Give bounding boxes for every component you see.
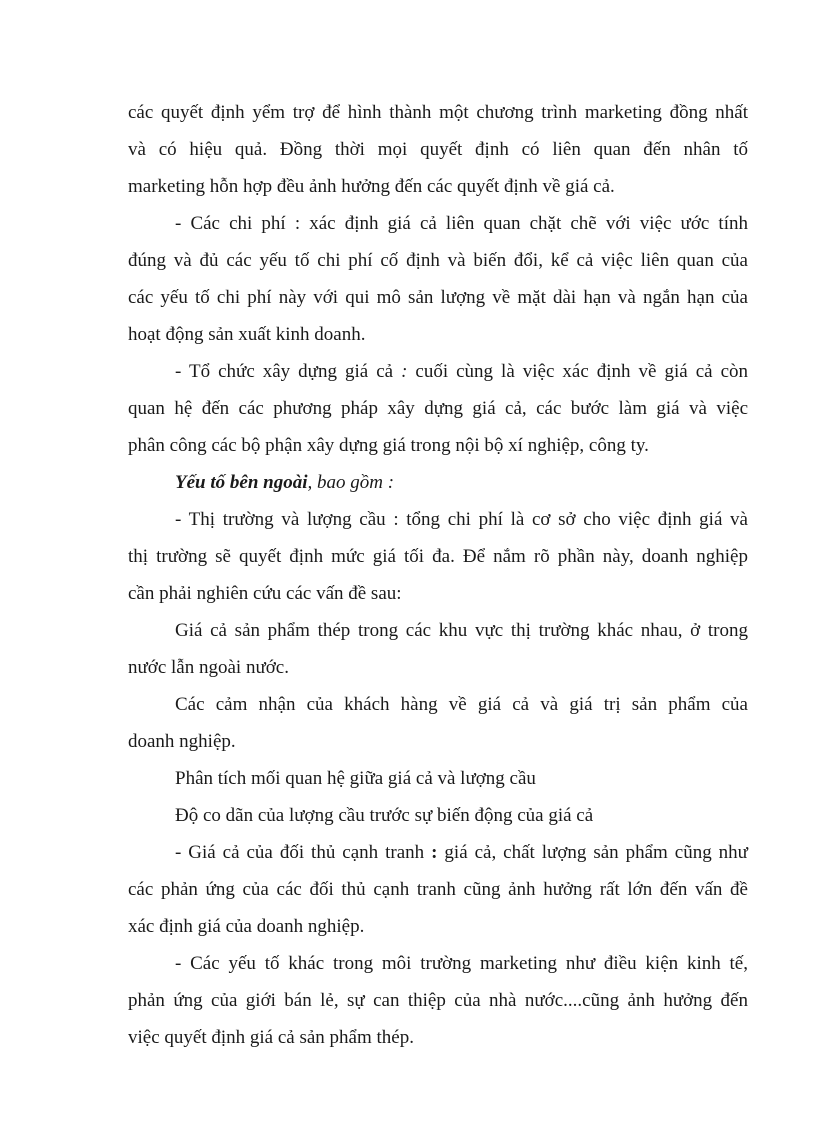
text-line: xác định giá của doanh nghiệp. <box>128 916 365 937</box>
text-line <box>128 834 748 871</box>
text-line: - Các chi phí : xác định giá cả liên quan chặt chẽ với việc ước tính <box>175 213 748 234</box>
text-line: marketing hỗn hợp đều ảnh hưởng đến các quyết định về giá cả. <box>128 176 615 197</box>
text-line: phân công các bộ phận xây dựng giá trong nội bộ xí nghiệp, công ty. <box>128 435 649 456</box>
text-line: việc quyết định giá cả sản phẩm thép. <box>128 1027 414 1048</box>
text-line: đúng và đủ các yếu tố chi phí cố định và biến đổi, kể cả việc liên quan của <box>128 250 748 271</box>
text-line: - Các yếu tố khác trong môi trường marketing như điều kiện kinh tế, <box>175 953 748 974</box>
text-line: - Thị trường và lượng cầu : tổng chi phí là cơ sở cho việc định giá và <box>175 509 748 530</box>
text-line: Độ co dãn của lượng cầu trước sự biến động của giá cả <box>175 805 594 826</box>
heading-italic: , bao gồm : <box>307 472 395 493</box>
text-line: và có hiệu quả. Đồng thời mọi quyết định có liên quan đến nhân tố <box>128 139 748 160</box>
text-line: phản ứng của giới bán lẻ, sự can thiệp của nhà nước....cũng ảnh hưởng đến <box>128 990 748 1011</box>
text-segment: giá cả, chất lượng sản phẩm cũng như <box>437 842 748 863</box>
text-line: nước lẫn ngoài nước. <box>128 657 289 678</box>
text-line: Các cảm nhận của khách hàng về giá cả và giá trị sản phẩm của <box>175 694 748 715</box>
text-line: hoạt động sản xuất kinh doanh. <box>128 324 366 345</box>
text-line <box>128 353 748 390</box>
document-page <box>128 94 748 1056</box>
text-line: các quyết định yểm trợ để hình thành một chương trình marketing đồng nhất <box>128 102 748 123</box>
text-line: thị trường sẽ quyết định mức giá tối đa. Để nắm rõ phần này, doanh nghiệp <box>128 546 748 567</box>
heading-bold-italic: Yếu tố bên ngoài <box>175 472 308 493</box>
text-line: Phân tích mối quan hệ giữa giá cả và lượng cầu <box>175 768 536 789</box>
text-line: các phản ứng của các đối thủ cạnh tranh cũng ảnh hưởng rất lớn đến vấn đề <box>128 879 748 900</box>
text-segment-bold: : <box>431 842 438 863</box>
text-line: doanh nghiệp. <box>128 731 236 752</box>
text-segment: - Tổ chức xây dựng giá cả <box>175 361 394 382</box>
text-segment-italic: : <box>393 361 416 382</box>
text-line: các yếu tố chi phí này với qui mô sản lượng về mặt dài hạn và ngắn hạn của <box>128 287 748 308</box>
text-line: Giá cả sản phẩm thép trong các khu vực thị trường khác nhau, ở trong <box>175 620 748 641</box>
section-heading <box>128 464 748 501</box>
text-segment: cuối cùng là việc xác định về giá cả còn <box>415 361 748 382</box>
text-segment: - Giá cả của đối thủ cạnh tranh <box>175 842 432 863</box>
text-line: cần phải nghiên cứu các vấn đề sau: <box>128 583 402 604</box>
text-line: quan hệ đến các phương pháp xây dựng giá cả, các bước làm giá và việc <box>128 398 748 419</box>
